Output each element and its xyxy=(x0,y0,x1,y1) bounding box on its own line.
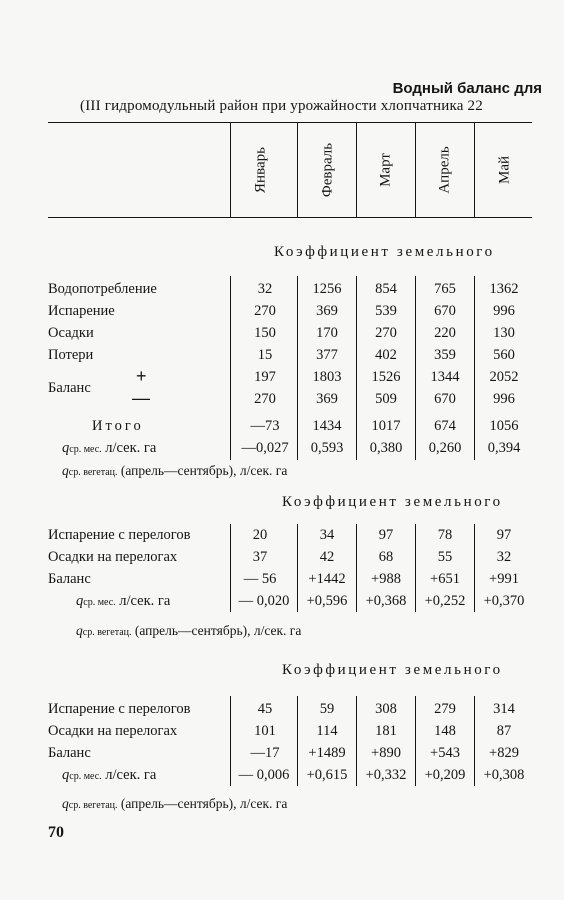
q-label: qср. мес. л/сек. га xyxy=(62,767,157,783)
row-label: Водопотребление xyxy=(48,281,157,297)
cell: 377 xyxy=(316,347,338,363)
cell: 674 xyxy=(434,418,456,434)
plus-sign: + xyxy=(136,366,147,386)
cell: +988 xyxy=(371,571,401,587)
cell: 1056 xyxy=(489,418,519,434)
cell: 314 xyxy=(493,701,515,717)
cell: +0,596 xyxy=(306,593,348,609)
cell: 114 xyxy=(316,723,338,739)
minus-sign: — xyxy=(132,388,150,408)
cell: +0,252 xyxy=(424,593,466,609)
cell: +0,332 xyxy=(365,767,407,783)
cell: 0,593 xyxy=(310,440,344,456)
cell: 270 xyxy=(254,303,276,319)
q-label: qср. мес. л/сек. га xyxy=(76,593,171,609)
section-2-note: qср. вегетац. (апрель—сентябрь), л/сек. га xyxy=(76,623,302,638)
cell: +0,368 xyxy=(365,593,407,609)
cell: 0,394 xyxy=(487,440,521,456)
cell: 1017 xyxy=(371,418,401,434)
cell: 279 xyxy=(434,701,456,717)
cell: 1526 xyxy=(371,369,401,385)
cell: +890 xyxy=(371,745,401,761)
cell: 270 xyxy=(375,325,397,341)
s1-col-rule xyxy=(230,276,231,460)
cell: 15 xyxy=(257,347,273,363)
cell: 42 xyxy=(319,549,335,565)
cell: 359 xyxy=(434,347,456,363)
cell: 1803 xyxy=(312,369,342,385)
cell: 78 xyxy=(437,527,453,543)
cell: 509 xyxy=(375,391,397,407)
row-label: Баланс xyxy=(48,571,91,587)
cell: 148 xyxy=(434,723,456,739)
cell: 20 xyxy=(252,527,268,543)
cell: 0,380 xyxy=(369,440,403,456)
cell: 1256 xyxy=(312,281,342,297)
cell: 32 xyxy=(257,281,273,297)
header-col-rule xyxy=(415,122,416,217)
table-title: Водный баланс для xyxy=(392,80,542,97)
cell: 220 xyxy=(434,325,456,341)
header-col-rule xyxy=(356,122,357,217)
column-header-mar: Март xyxy=(377,152,394,187)
section-1-note: qср. вегетац. (апрель—сентябрь), л/сек. га xyxy=(62,463,288,478)
cell: 402 xyxy=(375,347,397,363)
cell: 1434 xyxy=(312,418,342,434)
cell: 670 xyxy=(434,303,456,319)
row-label: Испарение с перелогов xyxy=(48,701,191,717)
cell: 996 xyxy=(493,303,515,319)
header-col-rule xyxy=(297,122,298,217)
cell: 181 xyxy=(375,723,397,739)
cell: 0,260 xyxy=(428,440,462,456)
column-header-apr: Апрель xyxy=(436,145,453,194)
cell: +651 xyxy=(430,571,460,587)
cell: 670 xyxy=(434,391,456,407)
page-number: 70 xyxy=(48,824,64,841)
cell: 369 xyxy=(316,303,338,319)
cell: —0,027 xyxy=(241,440,289,456)
cell: 32 xyxy=(496,549,512,565)
cell: +543 xyxy=(430,745,460,761)
cell: 97 xyxy=(496,527,512,543)
cell: 37 xyxy=(252,549,268,565)
cell: —73 xyxy=(250,418,280,434)
cell: 2052 xyxy=(489,369,519,385)
s3-col-rule xyxy=(230,696,231,786)
cell: 101 xyxy=(254,723,276,739)
cell: +0,308 xyxy=(483,767,525,783)
cell: 560 xyxy=(493,347,515,363)
cell: 34 xyxy=(319,527,335,543)
cell: +1489 xyxy=(308,745,346,761)
cell: +0,370 xyxy=(483,593,525,609)
row-label: Осадки на перелогах xyxy=(48,723,178,739)
balance-label: Баланс xyxy=(48,380,91,396)
cell: 59 xyxy=(319,701,335,717)
cell: —17 xyxy=(250,745,280,761)
cell: 55 xyxy=(437,549,453,565)
cell: 539 xyxy=(375,303,397,319)
section-1-title: Коэффициент земельного xyxy=(274,244,495,260)
cell: 765 xyxy=(434,281,456,297)
cell: 87 xyxy=(496,723,512,739)
cell: +829 xyxy=(489,745,519,761)
cell: 150 xyxy=(254,325,276,341)
cell: 854 xyxy=(375,281,397,297)
row-label: Осадки на перелогах xyxy=(48,549,178,565)
cell: 68 xyxy=(378,549,394,565)
row-label: Потери xyxy=(48,347,94,363)
header-bottom-rule xyxy=(48,217,532,218)
cell: 197 xyxy=(254,369,276,385)
cell: 45 xyxy=(257,701,273,717)
column-header-feb: Февраль xyxy=(319,142,336,197)
row-label: Итого xyxy=(92,418,144,434)
row-label: Испарение с перелогов xyxy=(48,527,191,543)
row-label: Испарение xyxy=(48,303,115,319)
cell: +1442 xyxy=(308,571,346,587)
cell: +991 xyxy=(489,571,519,587)
cell: — 56 xyxy=(243,571,277,587)
cell: 996 xyxy=(493,391,515,407)
column-header-may: Май xyxy=(496,155,513,184)
cell: +0,615 xyxy=(306,767,348,783)
cell: 1344 xyxy=(430,369,460,385)
cell: 308 xyxy=(375,701,397,717)
cell: 97 xyxy=(378,527,394,543)
cell: 1362 xyxy=(489,281,519,297)
section-2-title: Коэффициент земельного xyxy=(282,494,503,510)
cell: 369 xyxy=(316,391,338,407)
table-subtitle: (III гидромодульный район при урожайности хлопчатника 22 xyxy=(80,98,483,114)
cell: +0,209 xyxy=(424,767,466,783)
column-header-jan: Январь xyxy=(252,146,269,193)
cell: 130 xyxy=(493,325,515,341)
header-col-rule xyxy=(474,122,475,217)
section-3-note: qср. вегетац. (апрель—сентябрь), л/сек. га xyxy=(62,796,288,811)
q-label: qср. мес. л/сек. га xyxy=(62,440,157,456)
cell: — 0,020 xyxy=(238,593,290,609)
cell: — 0,006 xyxy=(238,767,290,783)
section-3-title: Коэффициент земельного xyxy=(282,662,503,678)
cell: 170 xyxy=(316,325,338,341)
cell: 270 xyxy=(254,391,276,407)
header-col-rule xyxy=(230,122,231,217)
row-label: Баланс xyxy=(48,745,91,761)
row-label: Осадки xyxy=(48,325,94,341)
